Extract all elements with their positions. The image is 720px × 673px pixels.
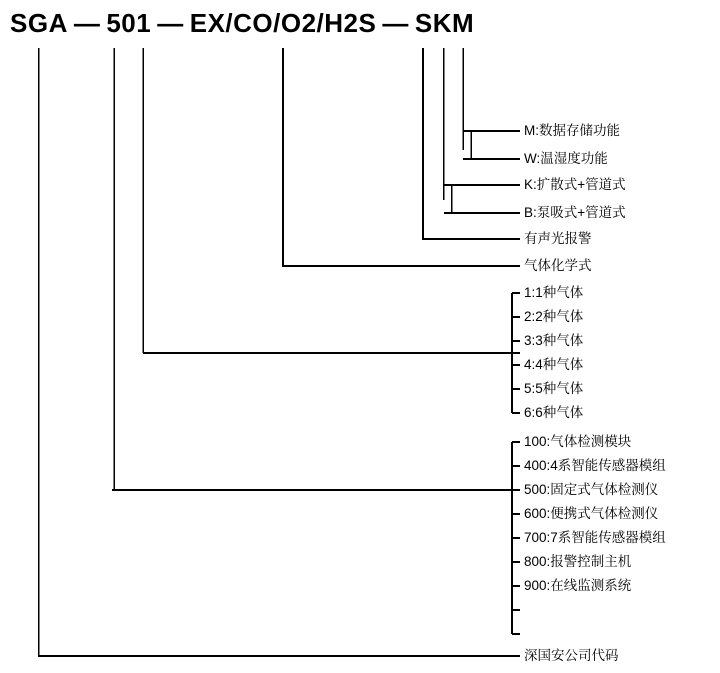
code-segment-sk: SK: [414, 8, 452, 38]
label-series-800: 800:报警控制主机: [524, 554, 632, 569]
label-storage-w: W:温湿度功能: [524, 151, 608, 166]
code-dash-2: —: [157, 8, 184, 38]
label-series-600: 600:便携式气体检测仪: [524, 506, 659, 521]
label-series-500: 500:固定式气体检测仪: [524, 482, 659, 497]
code-dash-3: —: [382, 8, 409, 38]
label-alarm: 有声光报警: [524, 231, 592, 246]
label-series-900: 900:在线监测系统: [524, 578, 632, 593]
code-segment-gases: EX/CO/O2/H2S: [189, 8, 377, 38]
label-storage-m: M:数据存储功能: [524, 123, 620, 138]
code-segment-m: M: [451, 8, 475, 38]
label-sampling-k: K:扩散式+管道式: [524, 177, 626, 192]
label-gas-count-4: 4:4种气体: [524, 357, 584, 372]
label-gas-count-5: 5:5种气体: [524, 381, 584, 396]
label-gas-count-1: 1:1种气体: [524, 285, 584, 300]
label-series-100: 100:气体检测模块: [524, 434, 632, 449]
code-segment-501: 501: [106, 8, 152, 38]
label-gas-count-3: 3:3种气体: [524, 333, 584, 348]
model-code-heading: [10, 8, 474, 39]
code-segment-sga: SGA: [10, 8, 68, 38]
label-gas-formula: 气体化学式: [524, 258, 592, 273]
label-gas-count-6: 6:6种气体: [524, 405, 584, 420]
label-gas-count-2: 2:2种气体: [524, 309, 584, 324]
label-series-700: 700:7系智能传感器模组: [524, 530, 666, 545]
label-series-400: 400:4系智能传感器模组: [524, 458, 666, 473]
label-sampling-b: B:泵吸式+管道式: [524, 205, 626, 220]
code-dash-1: —: [73, 8, 101, 38]
label-company-code: 深国安公司代码: [524, 648, 619, 663]
